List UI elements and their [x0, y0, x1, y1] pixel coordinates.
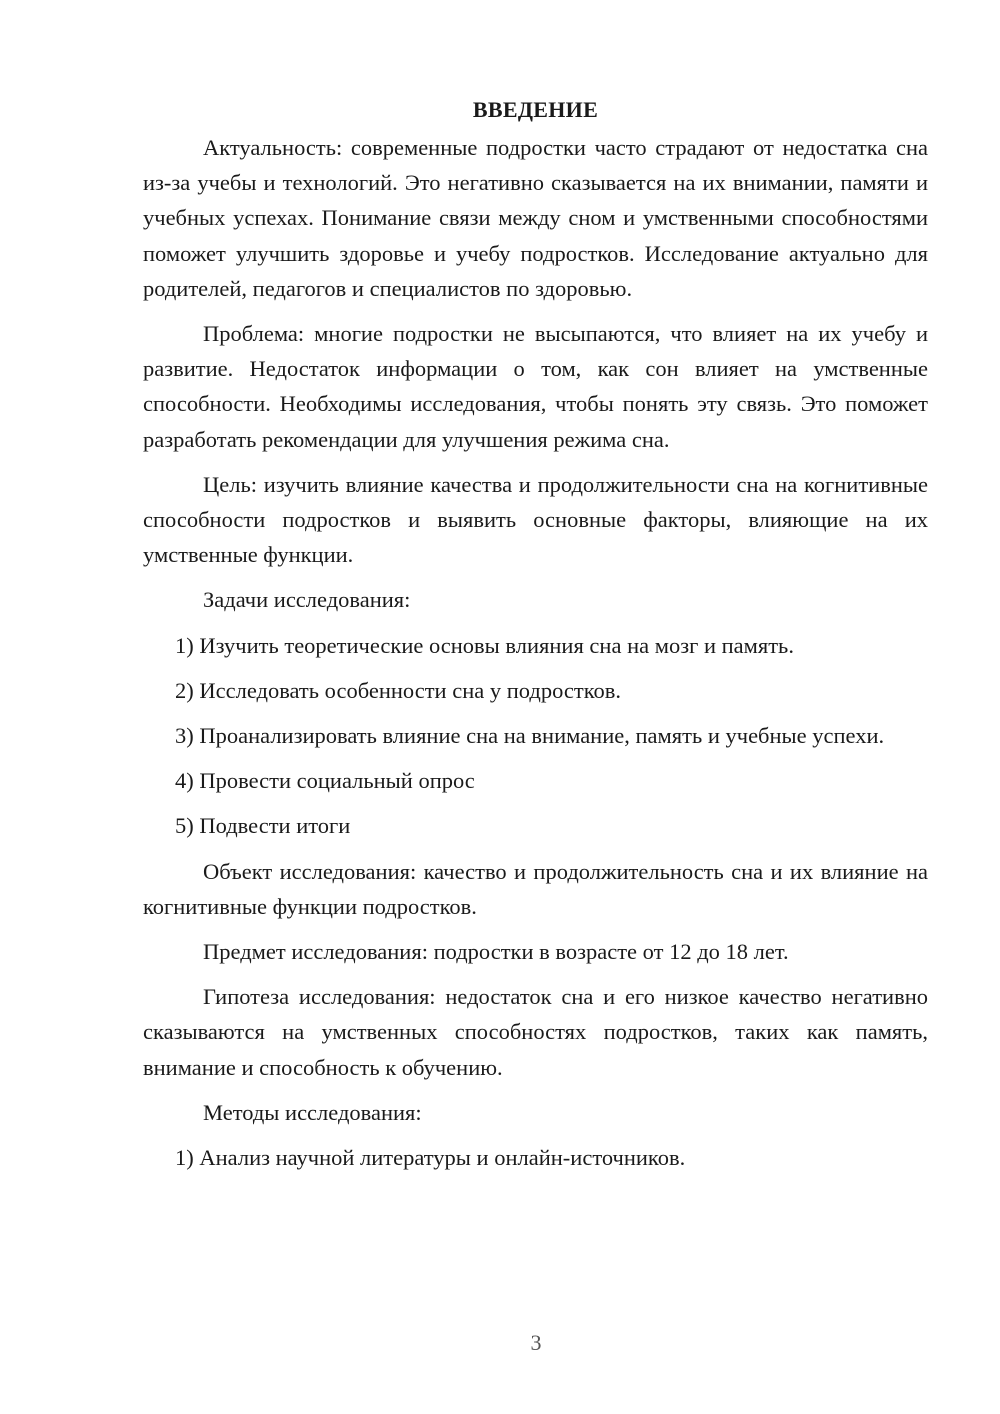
task-item-5: 5) Подвести итоги	[175, 813, 351, 839]
task-item-4: 4) Провести социальный опрос	[175, 768, 475, 794]
hypothesis-paragraph: Гипотеза исследования: недостаток сна и его низкое качество негативно сказываются на умственных способностях подростков, таких как память, внимание и способность к обучению.	[143, 984, 928, 1080]
task-item-3: 3) Проанализировать влияние сна на внимание, память и учебные успехи.	[175, 723, 885, 749]
page-number: 3	[530, 1330, 542, 1355]
methods-heading: Методы исследования:	[203, 1099, 422, 1125]
method-item-1: 1) Анализ научной литературы и онлайн-источников.	[175, 1145, 686, 1171]
task-item-2: 2) Исследовать особенности сна у подростков.	[175, 677, 621, 703]
goal-paragraph: Цель: изучить влияние качества и продолжительности сна на когнитивные способности подростков и выявить основные факторы, влияющие на их умственные функции.	[143, 471, 928, 568]
object-paragraph: Объект исследования: качество и продолжительность сна и их влияние на когнитивные функции подростков.	[143, 858, 928, 919]
problem-paragraph: Проблема: многие подростки не высыпаются, что влияет на их учебу и развитие. Недостаток информации о том, как сон влияет на умственные способности. Необходимы исследования, чтобы понять эту связь. Это поможет разработать рекомендации для улучшения режима сна.	[143, 321, 928, 452]
relevance-paragraph: Актуальность: современные подростки часто страдают от недостатка сна из-за учебы и технологий. Это негативно сказывается на их внимании, памяти и учебных успехах. Понимание связи между сном и умственными способностями поможет улучшить здоровье и учебу подростков. Исследование актуально для родителей, педагогов и специалистов по здоровью.	[143, 135, 928, 301]
tasks-heading: Задачи исследования:	[203, 587, 411, 613]
task-item-1: 1) Изучить теоретические основы влияния сна на мозг и память.	[175, 632, 794, 658]
section-title: ВВЕДЕНИЕ	[472, 97, 599, 122]
subject-paragraph: Предмет исследования: подростки в возрасте от 12 до 18 лет.	[203, 939, 789, 965]
document-page	[143, 92, 928, 1185]
